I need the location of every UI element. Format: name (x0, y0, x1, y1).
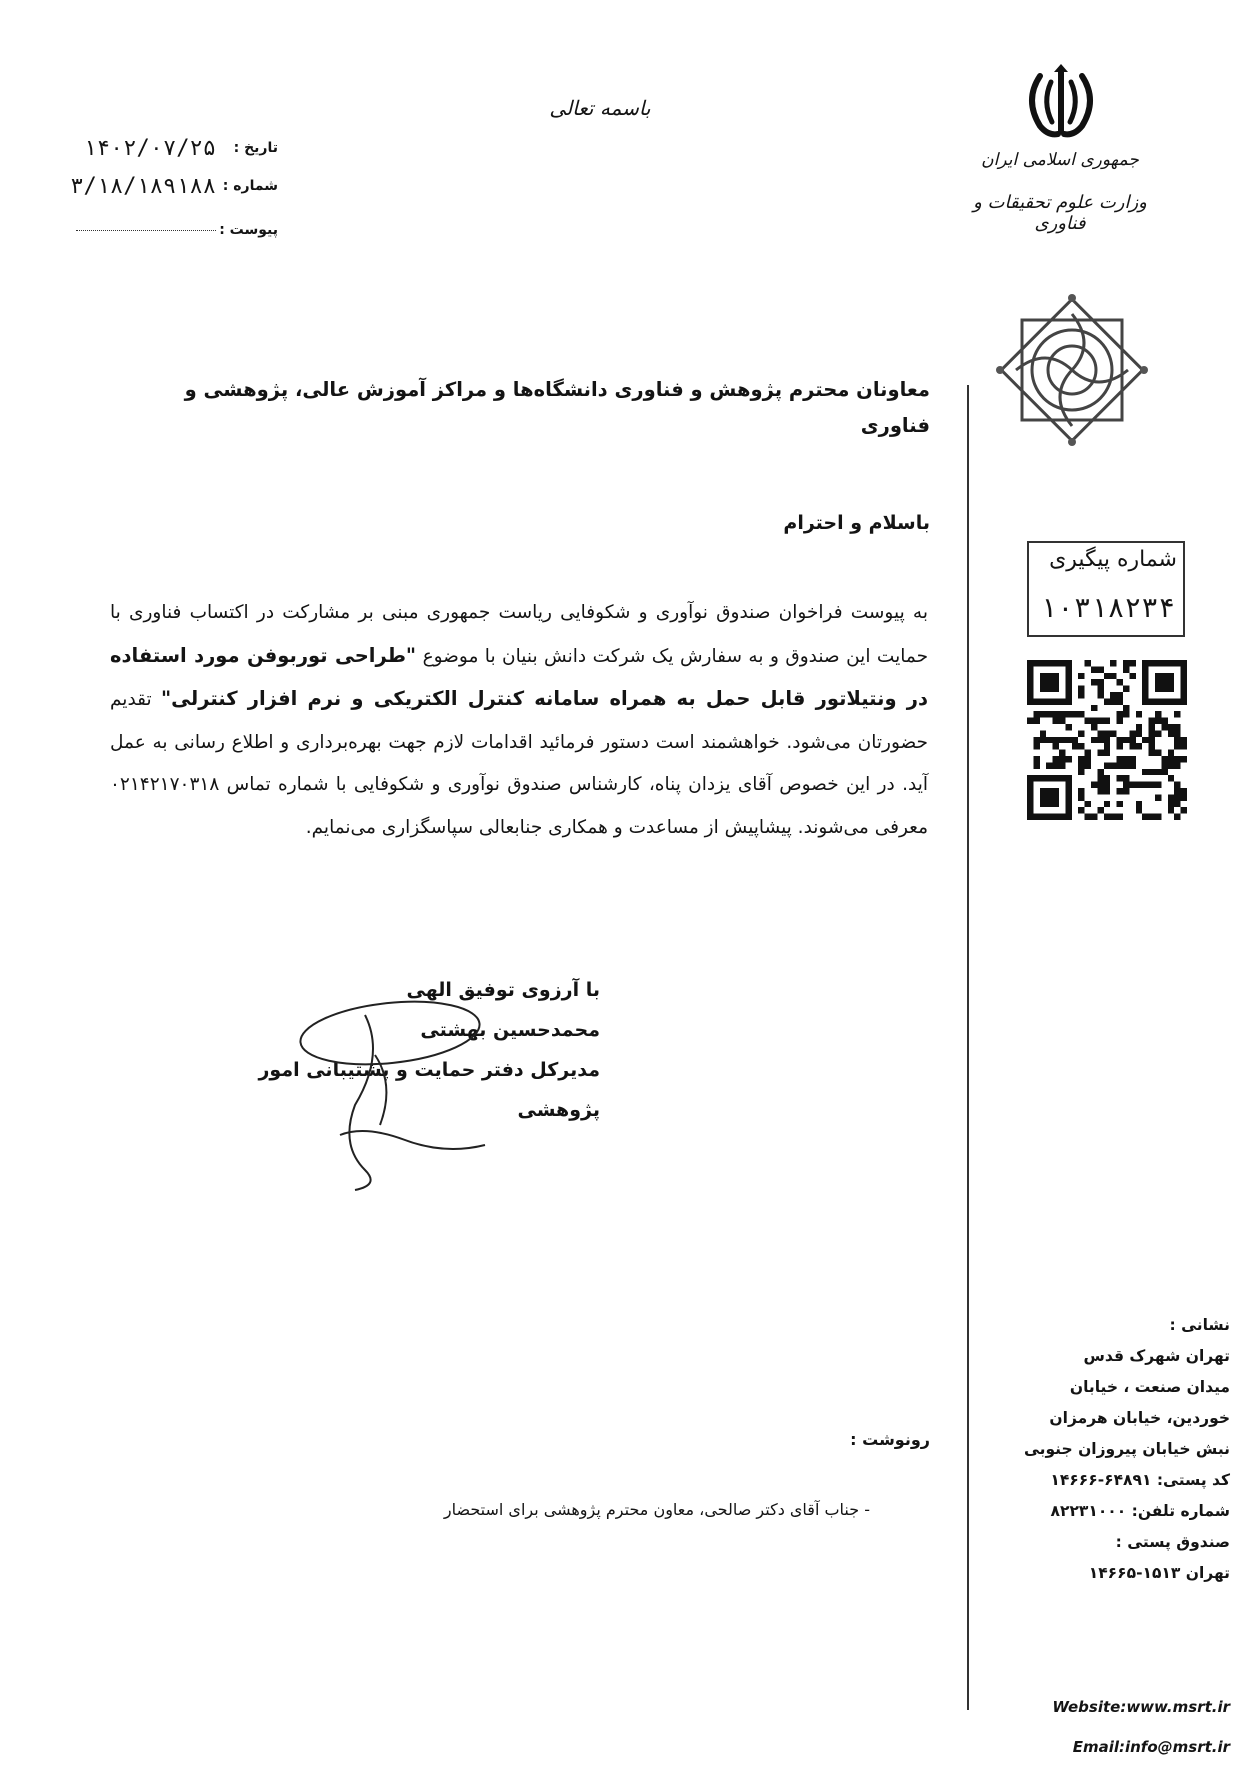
cc-item: - جناب آقای دکتر صالحی، معاون محترم پژوهشی برای استحضار (443, 1500, 870, 1519)
number-label: شماره : (222, 178, 278, 194)
vertical-divider (967, 385, 969, 1710)
number-value: ۳/۱۸/۱۸۹۱۸۸ (70, 174, 216, 199)
letter-body (110, 592, 928, 849)
body-intro: به پیوست فراخوان صندوق نوآوری و شکوفایی ریاست جمهوری مبنی بر مشارکت در اکتساب فناوری با حمایت این صندوق و به سفارش یک شرکت دانش بنیان با موضوع (110, 602, 928, 667)
attachment-row (38, 218, 278, 246)
email-link[interactable]: Email:info@msrt.ir (1072, 1738, 1230, 1756)
government-name: جمهوری اسلامی ایران (981, 150, 1139, 170)
postal-code: کد پستی: ۶۴۸۹۱-۱۴۶۶۶ (1050, 1471, 1230, 1489)
ministry-name: وزارت علوم تحقیقات و فناوری (973, 192, 1147, 234)
po-box: تهران ۱۵۱۳-۱۴۶۶۵ (1088, 1564, 1230, 1582)
tracking-label: شماره پیگیری (1049, 547, 1177, 572)
po-box-label: صندوق پستی : (1115, 1533, 1230, 1551)
tracking-box (1027, 541, 1185, 637)
signer-name: محمدحسین بهشتی (420, 1019, 600, 1041)
handwritten-signature (285, 995, 515, 1195)
attachment-blank (76, 230, 216, 231)
recipient: معاونان محترم پژوهش و فناوری دانشگاه‌ها و مراکز آموزش عالی، پژوهشی و فناوری (184, 378, 930, 437)
address-line: خوردین، خیابان هرمزان (1049, 1409, 1230, 1427)
website-link[interactable]: Website:www.msrt.ir (1052, 1698, 1230, 1716)
address-label: نشانی : (1169, 1316, 1230, 1334)
qr-code-icon (1027, 660, 1187, 820)
tracking-number: ۱۰۳۱۸۲۳۴ (1040, 591, 1175, 624)
iran-emblem-icon (1018, 64, 1104, 144)
number-row (38, 174, 278, 202)
address-block (990, 1310, 1230, 1589)
closing-text: با آرزوی توفیق الهی (406, 979, 600, 1001)
date-row (38, 136, 278, 164)
address-line: نبش خیابان پیروزان جنوبی (1023, 1440, 1230, 1458)
cc-label: رونوشت : (850, 1430, 930, 1449)
phone-number: شماره تلفن: ۸۲۲۳۱۰۰۰ (1050, 1502, 1230, 1520)
signer-title: مدیرکل دفتر حمایت و پشتیبانی امور پژوهشی (258, 1059, 600, 1121)
body-subject: "طراحی توربوفن مورد استفاده در ونتیلاتور قابل حمل به همراه سامانه کنترل الکتریکی و نرم افزار کنترلی" (110, 643, 928, 710)
basmala: باسمه تعالی (549, 96, 651, 120)
address-line: تهران شهرک قدس (1083, 1347, 1230, 1365)
salutation: باسلام و احترام (783, 512, 930, 534)
date-value: ۱۴۰۲/۰۷/۲۵ (83, 136, 216, 161)
attachment-label: پیوست : (219, 222, 278, 238)
body-request: تقدیم حضورتان می‌شود. خواهشمند است دستور فرمائید اقدامات لازم جهت بهره‌برداری و اطلاع رسانی به عمل آید. در این خصوص آقای یزدان پناه، کارشناس صندوق نوآوری و شکوفایی با شماره تماس ۰۲۱۴۲۱۷۰۳۱۸ معرفی می‌شوند. پیشاپیش از مساعدت و همکاری جنابعالی سپاسگزاری می‌نمایم. (110, 689, 928, 838)
address-line: میدان صنعت ، خیابان (1069, 1378, 1230, 1396)
islamic-star-ornament-icon (986, 284, 1158, 456)
date-label: تاریخ : (233, 140, 278, 156)
